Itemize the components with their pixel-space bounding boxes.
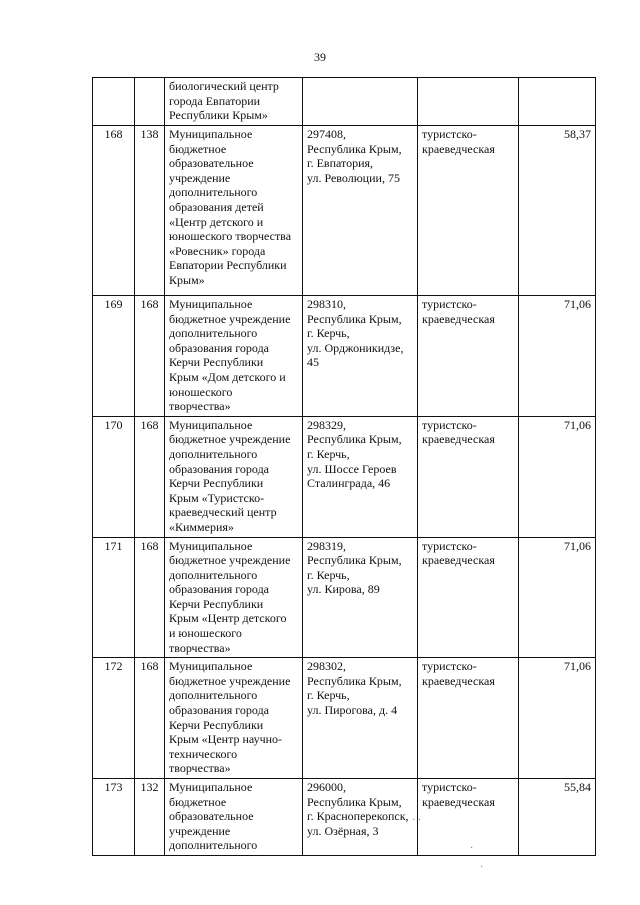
table-row bbox=[93, 658, 596, 779]
address-cell bbox=[303, 537, 418, 658]
institution-name-line: Евпатории Республики bbox=[169, 258, 287, 273]
institution-name-line: творчества» bbox=[169, 761, 231, 776]
row-number-cell: 170 bbox=[93, 416, 135, 537]
institution-name-line: образования города bbox=[169, 461, 270, 476]
institution-name-line: Республики Крым» bbox=[169, 108, 268, 123]
value-cell: 71,06 bbox=[519, 296, 596, 417]
activity-cell bbox=[418, 658, 519, 779]
address-line: Республика Крым, bbox=[307, 794, 402, 809]
institution-name-line: города Евпатории bbox=[169, 93, 261, 108]
address-line: ул. Шоссе Героев bbox=[307, 461, 397, 476]
value-cell: 71,06 bbox=[519, 537, 596, 658]
institution-name-line: и юношеского bbox=[169, 626, 242, 641]
address-cell bbox=[303, 126, 418, 296]
row-number-cell: 173 bbox=[93, 779, 135, 856]
institution-name-line: Муниципальное bbox=[169, 659, 253, 674]
table-row bbox=[93, 416, 596, 537]
address-line: г. Керчь, bbox=[307, 326, 350, 341]
institution-name-line: Крым «Центр детского bbox=[169, 611, 287, 626]
institution-name-line: дополнительного bbox=[169, 688, 258, 703]
address-line: Республика Крым, bbox=[307, 311, 402, 326]
address-line: ул. Кирова, 89 bbox=[307, 582, 380, 597]
address-line: 45 bbox=[307, 355, 319, 370]
institution-name-line: бюджетное учреждение bbox=[169, 673, 291, 688]
institution-name-line: бюджетное учреждение bbox=[169, 553, 291, 568]
address-line: 297408, bbox=[307, 127, 346, 141]
institution-name-line: «Ровесник» города bbox=[169, 243, 266, 258]
address-line: 296000, bbox=[307, 780, 346, 794]
institution-name-cell bbox=[165, 658, 303, 779]
code-cell bbox=[135, 78, 165, 126]
table-body bbox=[93, 78, 596, 856]
institution-name-line: дополнительного bbox=[169, 567, 258, 582]
institution-name-cell bbox=[165, 296, 303, 417]
institution-name-line: Крым «Дом детского и bbox=[169, 369, 286, 384]
institution-name-line: образования детей bbox=[169, 199, 264, 214]
activity-line: краеведческая bbox=[422, 673, 495, 688]
address-line: ул. Орджоникидзе, bbox=[307, 340, 404, 355]
code-cell: 168 bbox=[135, 537, 165, 658]
institution-name-line: технического bbox=[169, 746, 238, 761]
activity-cell bbox=[418, 537, 519, 658]
address-line: г. Керчь, bbox=[307, 688, 350, 703]
activity-line: туристско- bbox=[422, 127, 477, 141]
table-row bbox=[93, 537, 596, 658]
institution-name-line: Крым «Центр научно- bbox=[169, 732, 283, 747]
institution-name-line: Керчи Республики bbox=[169, 355, 264, 370]
institution-name-line: «Киммерия» bbox=[169, 519, 234, 534]
institution-name-line: бюджетное bbox=[169, 141, 227, 156]
activity-cell bbox=[418, 416, 519, 537]
code-cell: 138 bbox=[135, 126, 165, 296]
institution-name-line: Керчи Республики bbox=[169, 476, 264, 491]
activity-line: краеведческая bbox=[422, 553, 495, 568]
row-number-cell: 168 bbox=[93, 126, 135, 296]
institution-name-line: бюджетное учреждение bbox=[169, 432, 291, 447]
address-cell bbox=[303, 658, 418, 779]
address-cell bbox=[303, 78, 418, 126]
address-line: Республика Крым, bbox=[307, 141, 402, 156]
row-number-cell bbox=[93, 78, 135, 126]
table-row bbox=[93, 296, 596, 417]
institution-name-line: образования города bbox=[169, 582, 270, 597]
institution-name-line: краеведческий центр bbox=[169, 505, 277, 520]
address-line: Республика Крым, bbox=[307, 673, 402, 688]
institution-name-line: дополнительного bbox=[169, 446, 258, 461]
row-number-cell: 169 bbox=[93, 296, 135, 417]
institution-name-line: образования города bbox=[169, 340, 270, 355]
address-line: 298310, bbox=[307, 297, 346, 311]
activity-line: туристско- bbox=[422, 538, 477, 553]
code-cell: 168 bbox=[135, 296, 165, 417]
row-number-cell: 171 bbox=[93, 537, 135, 658]
address-line: ул. Пирогова, д. 4 bbox=[307, 703, 398, 718]
address-line: г. Евпатория, bbox=[307, 156, 374, 171]
institution-name-line: Крым» bbox=[169, 272, 205, 287]
activity-line: туристско- bbox=[422, 297, 477, 311]
table-row bbox=[93, 78, 596, 126]
activity-cell bbox=[418, 296, 519, 417]
value-cell: 71,06 bbox=[519, 416, 596, 537]
table-row bbox=[93, 779, 596, 856]
code-cell: 168 bbox=[135, 658, 165, 779]
institution-name-cell bbox=[165, 78, 303, 126]
institution-name-line: дополнительного bbox=[169, 326, 258, 341]
activity-line: краеведческая bbox=[422, 141, 495, 156]
code-cell: 168 bbox=[135, 416, 165, 537]
institution-name-line: образовательное bbox=[169, 156, 254, 171]
institution-name-line: образовательное bbox=[169, 809, 254, 824]
institution-name-line: творчества» bbox=[169, 399, 231, 414]
institution-name-line: Муниципальное bbox=[169, 127, 253, 141]
institution-name-cell bbox=[165, 126, 303, 296]
page-number: 39 bbox=[314, 50, 326, 64]
address-line: г. Керчь, bbox=[307, 446, 350, 461]
institution-name-line: «Центр детского и bbox=[169, 214, 264, 229]
address-line: Республика Крым, bbox=[307, 553, 402, 568]
value-cell: 71,06 bbox=[519, 658, 596, 779]
activity-line: туристско- bbox=[422, 659, 477, 674]
address-line: Сталинграда, 46 bbox=[307, 476, 391, 491]
institution-name-line: Муниципальное bbox=[169, 297, 253, 311]
institutions-table bbox=[92, 77, 596, 856]
activity-line: туристско- bbox=[422, 780, 477, 794]
institution-name-line: Крым «Туристско- bbox=[169, 490, 265, 505]
address-cell bbox=[303, 296, 418, 417]
value-cell bbox=[519, 78, 596, 126]
institution-name-line: Муниципальное bbox=[169, 780, 253, 794]
institution-name-line: Муниципальное bbox=[169, 538, 253, 553]
address-cell bbox=[303, 779, 418, 856]
scan-speck: · bbox=[480, 862, 484, 873]
address-line: ул. Революции, 75 bbox=[307, 170, 400, 185]
institution-name-line: учреждение bbox=[169, 170, 231, 185]
activity-line: краеведческая bbox=[422, 432, 495, 447]
institution-name-cell bbox=[165, 416, 303, 537]
institution-name-line: учреждение bbox=[169, 823, 231, 838]
scan-speck: · · bbox=[412, 815, 422, 826]
institution-name-cell bbox=[165, 779, 303, 856]
value-cell: 55,84 bbox=[519, 779, 596, 856]
code-cell: 132 bbox=[135, 779, 165, 856]
institution-name-line: Керчи Республики bbox=[169, 717, 264, 732]
address-line: г. Красноперекопск, bbox=[307, 809, 409, 824]
institution-name-cell bbox=[165, 537, 303, 658]
activity-line: краеведческая bbox=[422, 311, 495, 326]
institution-name-line: дополнительного bbox=[169, 185, 258, 200]
activity-cell bbox=[418, 779, 519, 856]
address-line: 298329, bbox=[307, 417, 346, 432]
row-number-cell: 172 bbox=[93, 658, 135, 779]
activity-cell bbox=[418, 78, 519, 126]
table-row bbox=[93, 126, 596, 296]
institution-name-line: юношеского творчества bbox=[169, 229, 292, 244]
activity-line: краеведческая bbox=[422, 794, 495, 809]
institution-name-line: Муниципальное bbox=[169, 417, 253, 432]
address-line: 298302, bbox=[307, 659, 346, 674]
institution-name-line: образования города bbox=[169, 703, 270, 718]
activity-cell bbox=[418, 126, 519, 296]
address-line: Республика Крым, bbox=[307, 432, 402, 447]
address-line: г. Керчь, bbox=[307, 567, 350, 582]
institution-name-line: Керчи Республики bbox=[169, 596, 264, 611]
address-line: 298319, bbox=[307, 538, 346, 553]
institution-name-line: биологический центр bbox=[169, 79, 279, 93]
institution-name-line: бюджетное bbox=[169, 794, 227, 809]
institution-name-line: дополнительного bbox=[169, 838, 258, 853]
value-cell: 58,37 bbox=[519, 126, 596, 296]
institution-name-line: творчества» bbox=[169, 640, 231, 655]
activity-line: туристско- bbox=[422, 417, 477, 432]
scan-speck: · bbox=[470, 843, 474, 854]
institution-name-line: бюджетное учреждение bbox=[169, 311, 291, 326]
address-cell bbox=[303, 416, 418, 537]
institution-name-line: юношеского bbox=[169, 384, 233, 399]
address-line: ул. Озёрная, 3 bbox=[307, 823, 379, 838]
